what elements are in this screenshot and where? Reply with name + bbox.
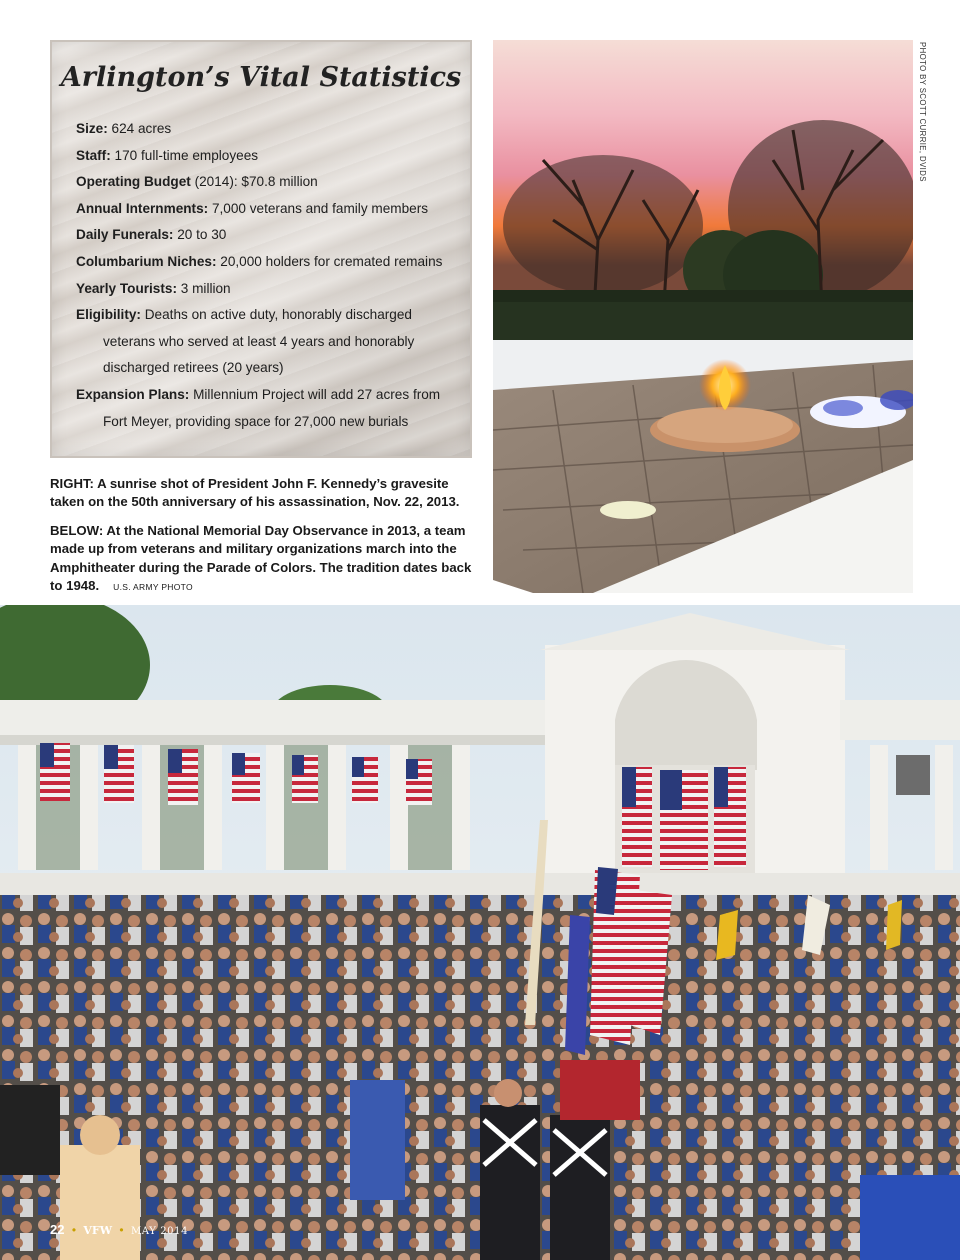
magazine-name: VFW [83,1224,113,1237]
stat-size: Size: 624 acres [76,121,172,136]
footer-separator-2: • [119,1223,124,1237]
stats-list [76,116,458,435]
caption-right: RIGHT: A sunrise shot of President John F. Kennedy’s gravesite taken on the 50th anniversary of his assassination, Nov. 22, 2013. [50,476,460,510]
amphitheater-photo [0,605,960,1260]
stat-funerals: Daily Funerals: 20 to 30 [76,227,227,243]
stat-tourists: Yearly Tourists: 3 million [76,280,231,296]
footer-separator: • [71,1223,77,1237]
stat-staff: Staff: 170 full-time employees [76,147,259,163]
page-footer [50,1222,188,1237]
stats-title: Arlington’s Vital Statistics [60,62,462,93]
vital-statistics-panel [50,40,472,458]
stat-budget: Operating Budget (2014): $70.8 million [76,174,318,190]
kennedy-gravesite-photo [493,40,913,593]
caption-below: BELOW: At the National Memorial Day Observance in 2013, a team made up from veterans and military organizations march into the Amphitheater during the Parade of Colors. The tradition dates back to 1948. U.S. ARMY PHOTO [50,523,472,594]
stat-columbarium: Columbarium Niches: 20,000 holders for cremated remains [76,253,443,269]
photo-credit-below: U.S. ARMY PHOTO [113,582,193,593]
stat-internments: Annual Internments: 7,000 veterans and family members [76,200,429,216]
photo-credit-right: PHOTO BY SCOTT CURRIE, DVIDS [918,42,927,182]
issue-date: MAY 2014 [130,1226,189,1237]
stat-expansion: Expansion Plans: Millennium Project will add 27 acres from Fort Meyer, providing space for 27,000 new burials [76,386,441,429]
stat-eligibility: Eligibility: Deaths on active duty, honorably discharged veterans who served at least 4 years and honorably discharged retirees (20 years) [76,307,415,376]
page-number: 22 [50,1222,65,1237]
